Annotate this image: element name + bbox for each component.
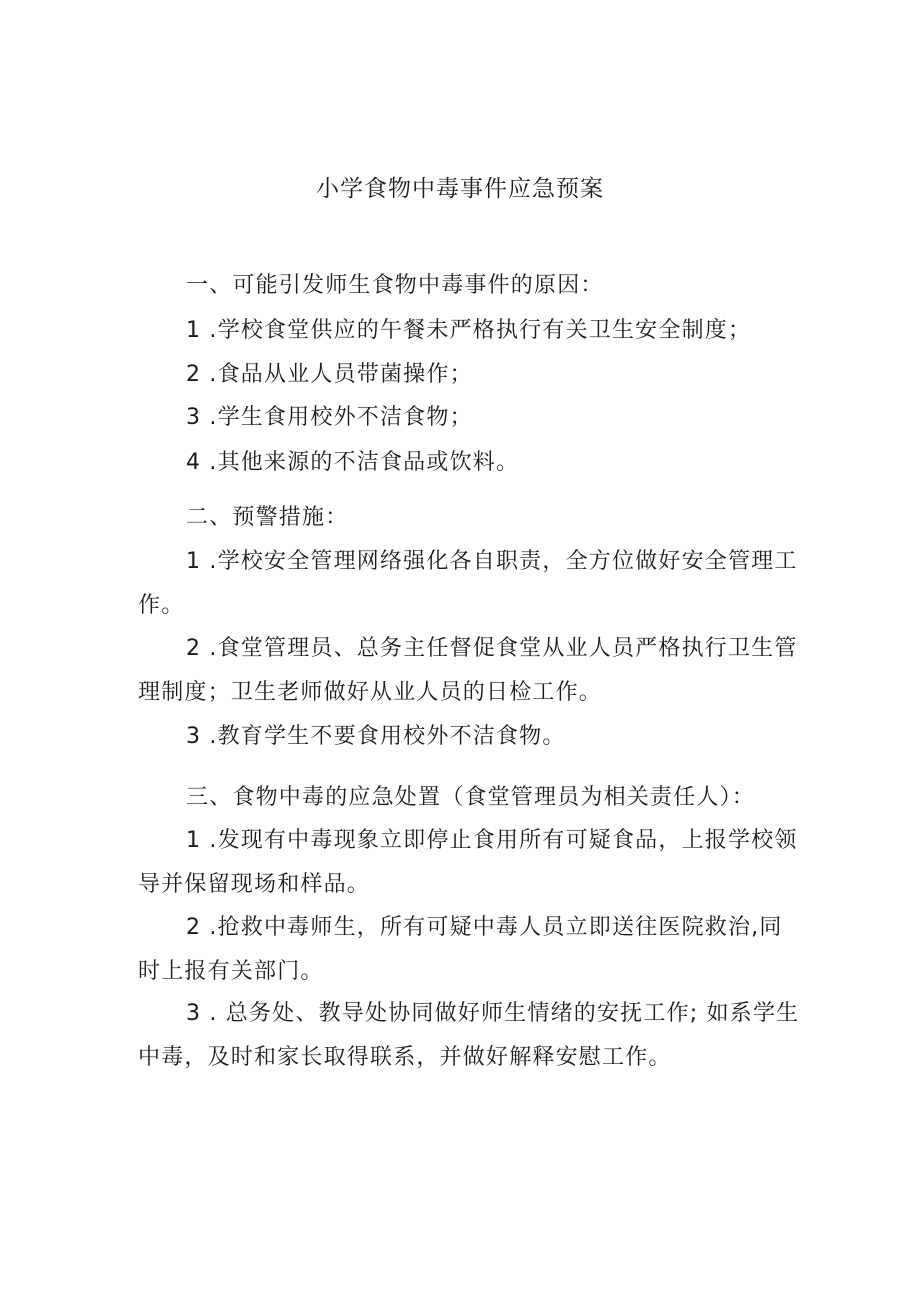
section-2-item-1-line-2: 作。 [138, 593, 185, 618]
section-1-item-1: 1 .学校食堂供应的午餐未严格执行有关卫生安全制度； [186, 318, 752, 343]
section-3-heading: 三、食物中毒的应急处置（食堂管理员为相关责任人）： [186, 785, 756, 810]
section-2-item-1-line-1: 1 .学校安全管理网络强化各自职责，全方位做好安全管理工 [186, 549, 798, 574]
document-title: 小学食物中毒事件应急预案 [316, 176, 604, 202]
section-2-item-2-line-2: 理制度；卫生老师做好从业人员的日检工作。 [138, 680, 603, 705]
section-3-item-3-line-2: 中毒，及时和家长取得联系，并做好解释安慰工作。 [138, 1045, 672, 1070]
section-3-item-1-line-2: 导并保留现场和样品。 [138, 872, 371, 897]
section-1-heading: 一、可能引发师生食物中毒事件的原因： [186, 273, 604, 298]
section-3-item-2-line-1: 2 .抢救中毒师生，所有可疑中毒人员立即送往医院救治,同 [186, 915, 783, 940]
section-3-item-1-line-1: 1 .发现有中毒现象立即停止食用所有可疑食品，上报学校领 [186, 828, 798, 853]
section-1-item-4: 4 .其他来源的不洁食品或饮料。 [186, 450, 520, 475]
section-2-heading: 二、预警措施： [186, 505, 349, 530]
section-3-item-2-line-2: 时上报有关部门。 [138, 959, 324, 984]
section-3-item-3-line-1: 3 . 总务处、教导处协同做好师生情绪的安抚工作; 如系学生 [186, 1001, 800, 1026]
section-1-item-3: 3 .学生食用校外不洁食物； [186, 405, 473, 430]
section-2-item-2-line-1: 2 .食堂管理员、总务主任督促食堂从业人员严格执行卫生管 [186, 636, 798, 661]
section-1-item-2: 2 .食品从业人员带菌操作； [186, 362, 473, 387]
section-2-item-3: 3 .教育学生不要食用校外不洁食物。 [186, 724, 566, 749]
